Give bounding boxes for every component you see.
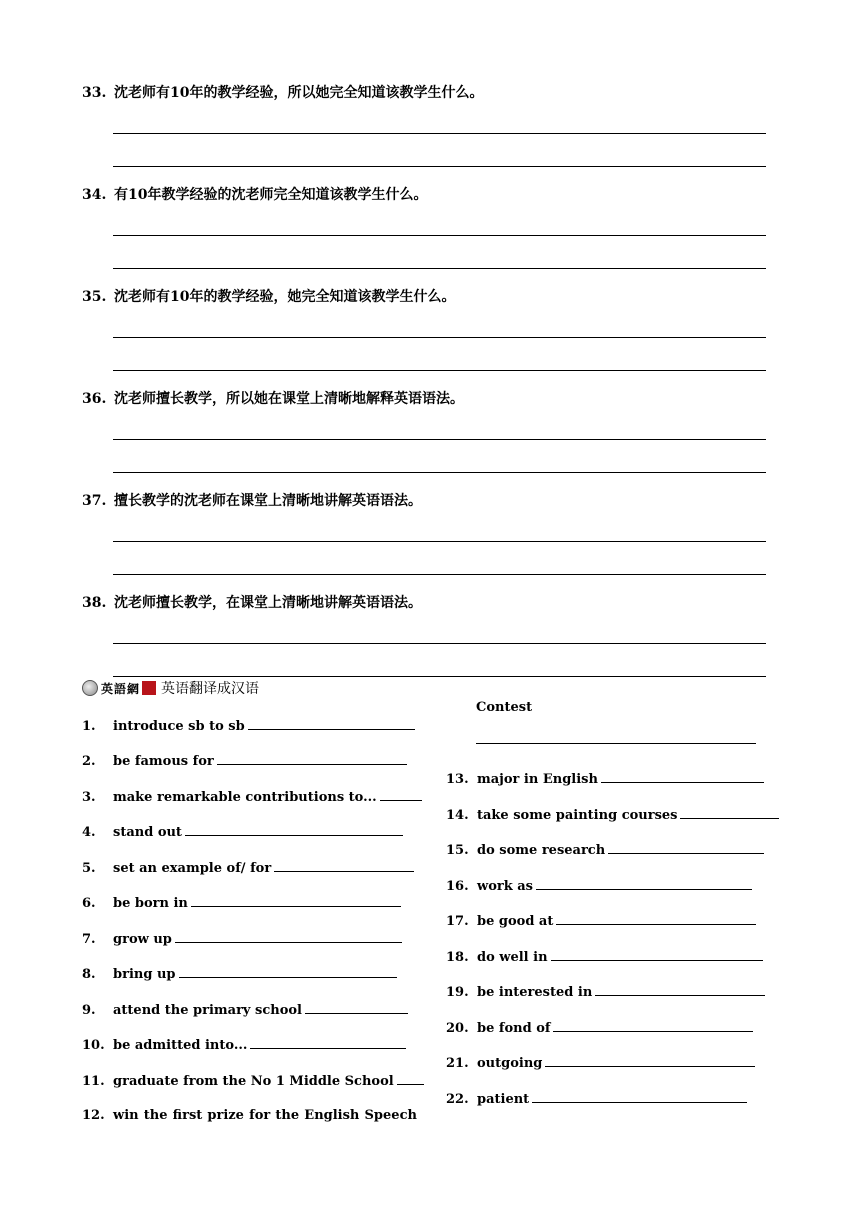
item-text: outgoing — [477, 1056, 543, 1071]
question-38 — [82, 592, 766, 614]
answer-blank[interactable] — [185, 823, 403, 836]
item-number: 9. — [82, 1003, 96, 1018]
item-text: set an example of/ for — [113, 861, 272, 876]
item-number: 20. — [446, 1021, 469, 1036]
answer-line[interactable] — [113, 166, 766, 167]
item-text: take some painting courses — [477, 808, 678, 823]
answer-blank[interactable] — [608, 841, 764, 854]
list-item — [82, 965, 397, 983]
item-text: be interested in — [477, 985, 593, 1000]
item-text: attend the primary school — [113, 1003, 302, 1018]
item-text: patient — [477, 1092, 530, 1107]
list-item — [82, 894, 401, 912]
answer-line[interactable] — [113, 133, 766, 134]
item-text: do some research — [477, 843, 606, 858]
logo-emblem-icon — [82, 680, 98, 696]
answer-blank[interactable] — [250, 1036, 406, 1049]
answer-line[interactable] — [113, 370, 766, 371]
item-text: make remarkable contributions to... — [113, 790, 377, 805]
question-text: 有10年教学经验的沈老师完全知道该教学生什么。 — [114, 187, 428, 203]
item-word: first — [172, 1108, 203, 1123]
answer-blank[interactable] — [545, 1054, 755, 1067]
question-text: 沈老师有10年的教学经验，所以她完全知道该教学生什么。 — [114, 85, 484, 101]
question-text: 擅长教学的沈老师在课堂上清晰地讲解英语语法。 — [114, 493, 422, 509]
item-text: be famous for — [113, 754, 214, 769]
item-text: major in English — [477, 772, 598, 787]
item-number: 10. — [82, 1038, 105, 1053]
item-12-blank — [476, 731, 756, 749]
item-text: stand out — [113, 825, 182, 840]
answer-blank[interactable] — [536, 877, 752, 890]
question-34 — [82, 184, 766, 206]
list-item — [82, 823, 403, 841]
answer-blank[interactable] — [217, 752, 407, 765]
site-logo — [82, 680, 156, 697]
item-number: 21. — [446, 1056, 469, 1071]
answer-blank[interactable] — [680, 806, 779, 819]
item-word: win — [113, 1108, 139, 1123]
section-title: 英语翻译成汉语 — [161, 681, 260, 697]
question-text: 沈老师擅长教学，在课堂上清晰地讲解英语语法。 — [114, 595, 422, 611]
answer-blank[interactable] — [274, 859, 414, 872]
item-word: Speech — [364, 1108, 417, 1123]
question-36 — [82, 388, 766, 410]
section-header — [82, 677, 259, 699]
list-item — [446, 806, 779, 824]
item-12-continuation — [476, 699, 532, 717]
question-number: 35. — [82, 289, 107, 305]
item-number: 13. — [446, 772, 469, 787]
question-text: 沈老师擅长教学，所以她在课堂上清晰地解释英语语法。 — [114, 391, 464, 407]
answer-line[interactable] — [113, 574, 766, 575]
item-text: work as — [477, 879, 533, 894]
item-number: 4. — [82, 825, 96, 840]
answer-blank[interactable] — [476, 731, 756, 744]
answer-blank[interactable] — [191, 894, 401, 907]
logo-text: 英語網 — [101, 681, 141, 696]
item-number: 7. — [82, 932, 96, 947]
answer-blank[interactable] — [532, 1090, 747, 1103]
answer-line[interactable] — [113, 472, 766, 473]
answer-line[interactable] — [113, 439, 766, 440]
question-text: 沈老师有10年的教学经验，她完全知道该教学生什么。 — [114, 289, 456, 305]
answer-blank[interactable] — [175, 930, 402, 943]
item-word: English — [304, 1108, 360, 1123]
item-text: do well in — [477, 950, 548, 965]
item-number: 6. — [82, 896, 96, 911]
list-item — [82, 1036, 406, 1054]
answer-blank[interactable] — [556, 912, 756, 925]
item-number: 17. — [446, 914, 469, 929]
answer-blank[interactable] — [601, 770, 764, 783]
item-text: be good at — [477, 914, 554, 929]
answer-line[interactable] — [113, 643, 766, 644]
list-item — [82, 788, 422, 806]
logo-seal-icon — [142, 681, 156, 695]
item-number: 14. — [446, 808, 469, 823]
answer-line[interactable] — [113, 268, 766, 269]
item-number: 3. — [82, 790, 96, 805]
list-item — [446, 1090, 747, 1108]
answer-line[interactable] — [113, 337, 766, 338]
list-item-12 — [82, 1107, 417, 1125]
item-text: introduce sb to sb — [113, 719, 245, 734]
answer-blank[interactable] — [551, 948, 763, 961]
item-text: be fond of — [477, 1021, 551, 1036]
question-number: 37. — [82, 493, 107, 509]
item-number: 15. — [446, 843, 469, 858]
item-number: 18. — [446, 950, 469, 965]
list-item — [446, 841, 764, 859]
right-column — [446, 699, 766, 1119]
answer-blank[interactable] — [248, 717, 415, 730]
question-35 — [82, 286, 766, 308]
list-item — [446, 877, 752, 895]
item-number: 22. — [446, 1092, 469, 1107]
item-number: 11. — [82, 1074, 105, 1089]
list-item — [446, 912, 756, 930]
item-number: 5. — [82, 861, 96, 876]
left-column — [82, 717, 422, 1137]
question-37 — [82, 490, 766, 512]
item-text: Contest — [476, 700, 533, 715]
list-item — [446, 1019, 753, 1037]
item-text: graduate from the No 1 Middle School — [113, 1074, 394, 1089]
answer-blank[interactable] — [380, 788, 422, 801]
list-item — [446, 983, 765, 1001]
item-number: 16. — [446, 879, 469, 894]
item-number: 8. — [82, 967, 96, 982]
item-text — [113, 1107, 417, 1125]
item-text: be born in — [113, 896, 188, 911]
list-item — [82, 1072, 424, 1090]
question-number: 33. — [82, 85, 107, 101]
answer-blank[interactable] — [553, 1019, 753, 1032]
item-number: 12. — [82, 1108, 105, 1123]
item-word: the — [275, 1108, 300, 1123]
list-item — [82, 930, 402, 948]
answer-blank[interactable] — [179, 965, 397, 978]
item-text: be admitted into... — [113, 1038, 248, 1053]
list-item — [82, 1001, 408, 1019]
item-text: bring up — [113, 967, 176, 982]
list-item — [82, 859, 414, 877]
list-item — [446, 770, 764, 788]
item-word: for — [249, 1108, 271, 1123]
question-33 — [82, 82, 766, 104]
question-number: 36. — [82, 391, 107, 407]
list-item — [82, 717, 415, 735]
item-number: 2. — [82, 754, 96, 769]
item-text: grow up — [113, 932, 172, 947]
answer-blank[interactable] — [397, 1072, 424, 1085]
item-number: 1. — [82, 719, 96, 734]
answer-line[interactable] — [113, 235, 766, 236]
item-word: the — [143, 1108, 168, 1123]
answer-line[interactable] — [113, 541, 766, 542]
list-item — [446, 948, 763, 966]
item-number: 19. — [446, 985, 469, 1000]
answer-blank[interactable] — [305, 1001, 408, 1014]
question-number: 38. — [82, 595, 107, 611]
answer-blank[interactable] — [595, 983, 765, 996]
list-item — [82, 752, 407, 770]
list-item — [446, 1054, 755, 1072]
item-word: prize — [207, 1108, 244, 1123]
question-number: 34. — [82, 187, 107, 203]
